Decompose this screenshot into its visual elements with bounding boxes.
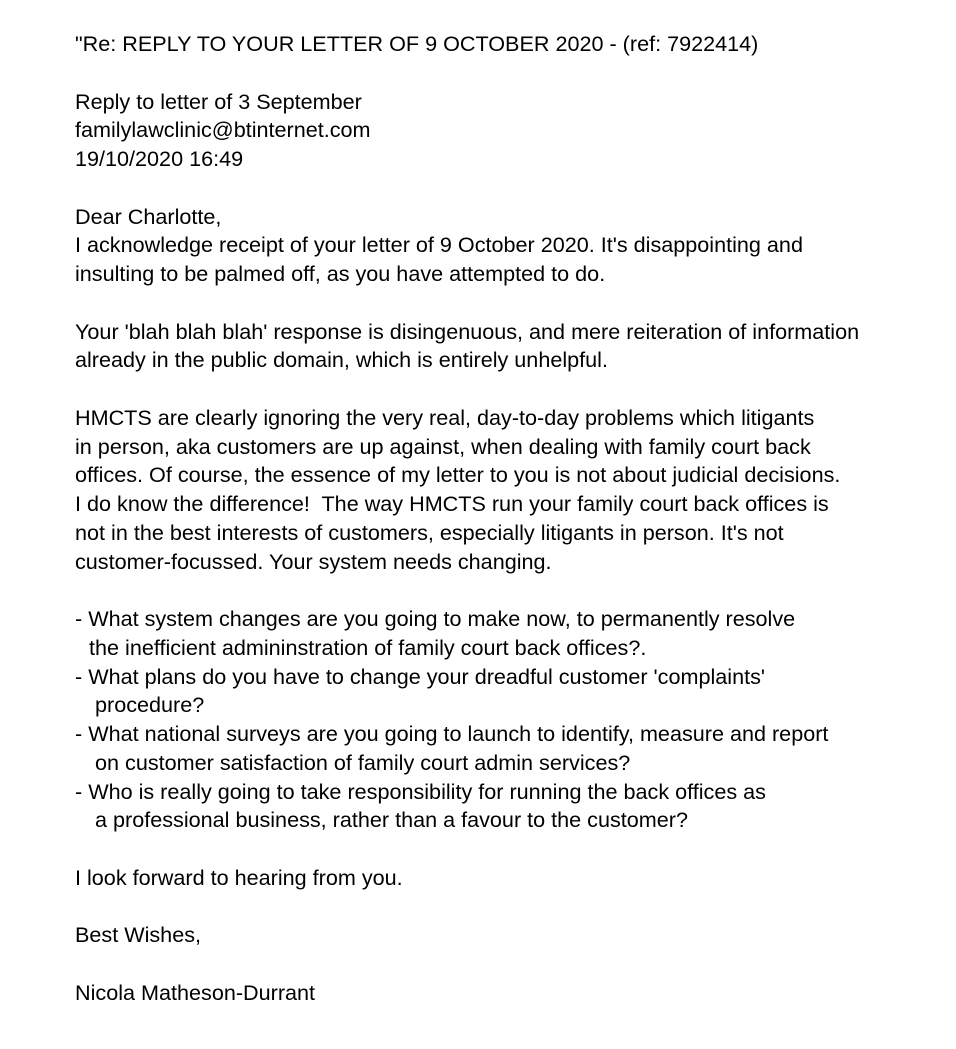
paragraph-line: HMCTS are clearly ignoring the very real, day-to-day problems which litigants [75,404,815,430]
paragraph-line: Your 'blah blah blah' response is disingenuous, and mere reiteration of information [75,318,860,344]
spacer [75,375,955,404]
question-line: - Who is really going to take responsibility for running the back offices as [75,778,766,804]
spacer [75,174,955,203]
question-continuation: procedure? [95,692,205,718]
paragraph-line: I do know the difference! The way HMCTS run your family court back offices is [75,491,829,516]
question-line: - What system changes are you going to make now, to permanently resolve [75,606,796,631]
signature-name: Nicola Matheson-Durrant [75,979,316,1005]
paragraph-line: customer-focussed. Your system needs changing. [75,548,552,574]
spacer [75,576,955,605]
question-line: - What national surveys are you going to launch to identify, measure and report [75,721,829,746]
question-continuation: a professional business, rather than a favour to the customer? [95,807,688,833]
closing-line: I look forward to hearing from you. [75,864,403,890]
spacer [75,59,955,88]
spacer [75,835,955,864]
question-item [75,720,955,778]
paragraph-acknowledgement [75,231,955,289]
spacer [75,893,955,922]
letter-header [75,88,955,174]
letter-document [75,30,955,1008]
sender-email: familylawclinic@btinternet.com [75,117,371,143]
question-continuation: the inefficient admininstration of family court back offices?. [89,634,647,660]
letter-subject: "Re: REPLY TO YOUR LETTER OF 9 OCTOBER 2020 - (ref: 7922414) [75,31,759,56]
paragraph-line: insulting to be palmed off, as you have attempted to do. [75,261,606,286]
paragraph-line: offices. Of course, the essence of my letter to you is not about judicial decisions. [75,462,841,488]
paragraph-line: I acknowledge receipt of your letter of 9 October 2020. It's disappointing and [75,232,803,258]
paragraph-line: already in the public domain, which is entirely unhelpful. [75,347,608,373]
sent-datetime: 19/10/2020 16:49 [75,146,244,171]
paragraph-line: not in the best interests of customers, especially litigants in person. It's not [75,519,784,545]
sign-off: Best Wishes, [75,922,201,948]
question-item [75,663,955,721]
spacer [75,950,955,979]
question-continuation: on customer satisfaction of family court admin services? [95,749,631,775]
question-list [75,605,955,835]
reply-to-line: Reply to letter of 3 September [75,88,362,114]
paragraph-response-critique [75,318,955,376]
paragraph-hmcts-issues [75,404,955,577]
question-item [75,778,955,836]
paragraph-line: in person, aka customers are up against, when dealing with family court back [75,433,811,459]
question-line: - What plans do you have to change your dreadful customer 'complaints' [75,663,766,689]
question-item [75,605,955,663]
greeting: Dear Charlotte, [75,203,222,229]
spacer [75,289,955,318]
